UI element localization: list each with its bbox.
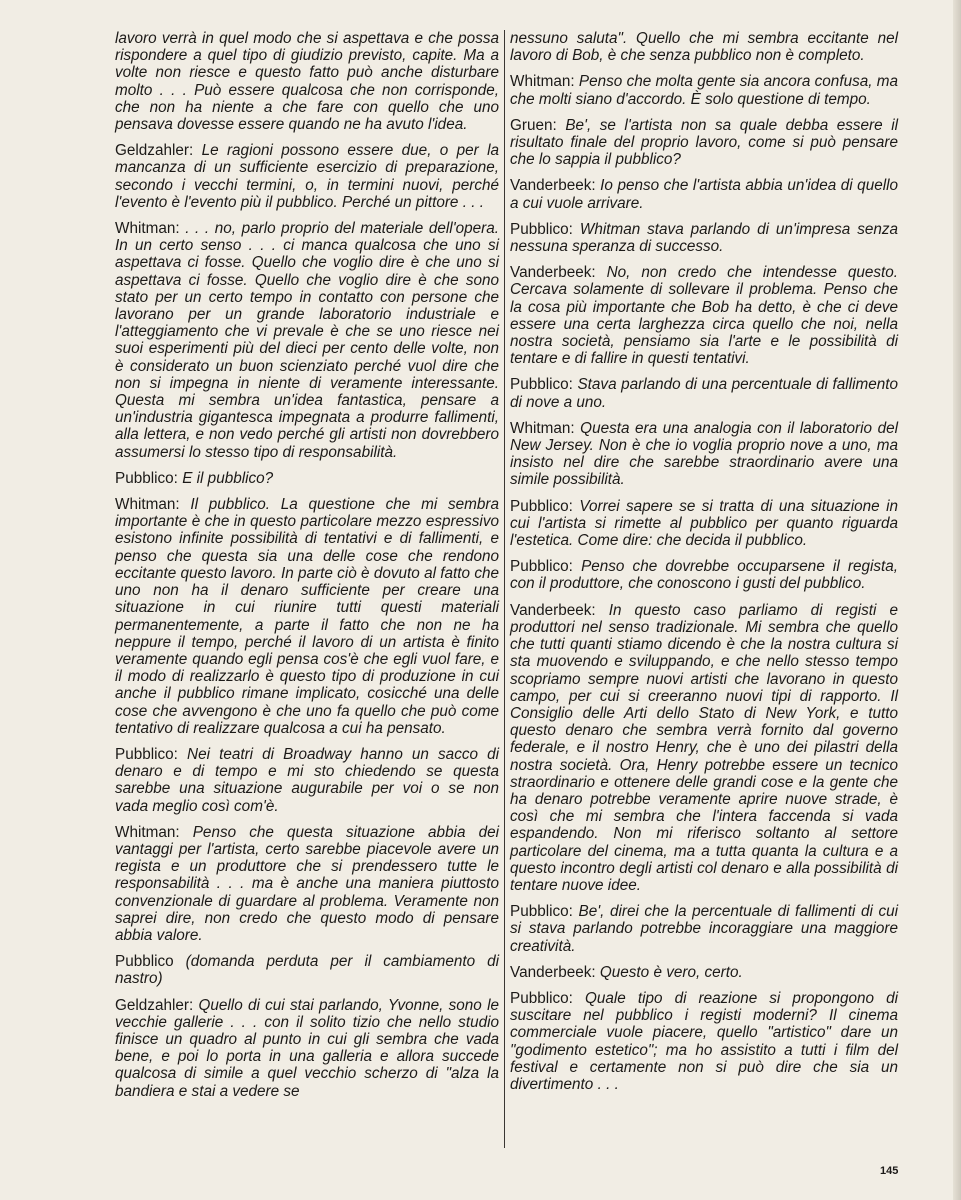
speaker-name: Pubblico: — [510, 989, 573, 1007]
speech-text: nessuno saluta". Quello che mi sembra eccitante nel lavoro di Bob, è che senza pubblico non è completo. — [510, 30, 898, 65]
speaker-name: Pubblico: — [510, 497, 573, 515]
speaker-name: Pubblico: — [510, 558, 573, 576]
page-edge — [953, 0, 961, 1200]
paragraph — [115, 746, 499, 815]
right-column — [510, 30, 898, 1102]
speech-text: Questo è vero, certo. — [599, 963, 743, 981]
speaker-name: Gruen: — [510, 116, 557, 134]
speech-text: Penso che dovrebbe occuparsene il regista, con il produttore, che conoscono i gusti del pubblico. — [510, 558, 899, 593]
speech-text: Be', se l'artista non sa quale debba essere il risultato finale del proprio lavoro, come si può pensare che lo sappia il pubblico? — [510, 116, 898, 169]
speaker-name: Whitman: — [115, 823, 180, 841]
paragraph — [510, 903, 898, 955]
paragraph — [510, 420, 898, 489]
speech-text: Penso che molta gente sia ancora confusa, ma che molti siano d'accordo. È solo questione di tempo. — [510, 73, 899, 108]
speech-text: Quale tipo di reazione si propongono di suscitare nel pubblico i registi moderni? Il cinema commerciale vuole piacere, quello "artistico" dare un "godimento estetico"; ma ho assistito a tutti i film del festival e certamente non si può dire che sia un divertimento . . . — [510, 989, 899, 1093]
speech-text: Io penso che l'artista abbia un'idea di quello a cui vuole arrivare. — [510, 177, 899, 212]
speech-text: E il pubblico? — [182, 469, 274, 487]
speech-text: In questo caso parliamo di registi e produttori nel senso tradizionale. Mi sembra che quello che tutti quanti stiamo dicendo è che la nostra cultura si sta muovendo e sviluppando, e che nello stesso tempo scopriamo sempre nuovi artisti che lavorano in questo campo, per cui si creeranno nuovi tipi di rapporto. Il Consiglio delle Arti dello Stato di New York, e tutto questo denaro che sembra verrà fornito dal governo federale, e il nostro Henry, che è uno dei pilastri della nostra società. Ora, Henry potrebbe essere un tecnico straordinario e ottenere delle grandi cose e la gente che ha denaro potrebbe veramente aprire nuove strade, è così che mi sembra che l'intera faccenda si vada espandendo. Non mi riferisco soltanto al settore particolare del cinema, ma a tutta quanta la cultura e a questo incontro degli artisti col denaro e alla possibilità di tentare nuove idee. — [510, 601, 898, 894]
paragraph — [510, 964, 898, 981]
speaker-name: Pubblico: — [115, 745, 178, 763]
paragraph — [115, 142, 499, 211]
speaker-name: Whitman: — [115, 220, 180, 238]
paragraph — [115, 997, 499, 1100]
speech-text: Quello di cui stai parlando, Yvonne, sono le vecchie gallerie . . . con il solito tizio che nello studio finisce un quadro al punto in cui gli sembra che vada bene, e poi lo porta in una galleria e allora succede qualcosa di simile a quel vecchio scherzo di "alza la bandiera e stai a vedere se — [115, 996, 499, 1100]
speaker-name: Geldzahler: — [115, 142, 194, 160]
paragraph — [115, 220, 499, 461]
speech-text: Be', direi che la percentuale di fallimenti di cui si stava parlando potrebbe incoraggiare una maggiore creatività. — [510, 903, 898, 955]
paragraph — [510, 264, 898, 367]
paragraph — [510, 177, 898, 211]
speech-text: Penso che questa situazione abbia dei vantaggi per l'artista, certo sarebbe piacevole avere un regista e un produttore che si prendessero tutte le responsabilità . . . ma è anche una maniera piuttosto convenzionale di guardare al problema. Veramente non saprei dire, non credo che questo modo di pensare abbia valore. — [115, 823, 500, 944]
paragraph — [510, 117, 898, 169]
paragraph — [115, 470, 499, 487]
speech-text: Nei teatri di Broadway hanno un sacco di denaro e di tempo e mi sto chiedendo se questa sarebbe una situazione augurabile per voi o se non vada meglio così com'è. — [115, 745, 499, 815]
speaker-name: Pubblico: — [510, 220, 573, 238]
speech-text: Vorrei sapere se si tratta di una situazione in cui l'artista si rimette al pubblico per quanto riguarda l'estetica. Come dire: che decida il pubblico. — [510, 497, 898, 550]
speaker-name: Whitman: — [115, 496, 180, 514]
paragraph — [510, 498, 898, 550]
paragraph — [510, 558, 898, 592]
speech-text: No, non credo che intendesse questo. Cercava solamente di sollevare il problema. Penso che la cosa più importante che Bob ha detto, è che ci deve essere una certa larghezza circa quello che noi, nella nostra società, pensiamo sia l'arte e le possibilità di tentare e di fallire in questi tentativi. — [510, 264, 898, 368]
speaker-name: Vanderbeek: — [510, 601, 596, 619]
speaker-name: Pubblico: — [510, 903, 573, 921]
speech-text: . . . no, parlo proprio del materiale dell'opera. In un certo senso . . . ci manca qualcosa che uno si aspettava ci fosse. Quello che voglio dire è che uno si aspettava ci fosse. Quello che voglio dire è che sono stato per un certo tempo in contatto con persone che lavorano per un grande laboratorio industriale e l'atteggiamento che vi prevale è che se uno riesce nei suoi esperimenti più del dieci per cento delle volte, non è considerato un buon scienziato perché vuol dire che non si impegna in niente di veramente interessante. Questa mi sembra un'idea fantastica, pensare a un'industria gigantesca impegnata a produrre fallimenti, alla lettera, e non vedo perché gli artisti non dovrebbero assumersi lo stesso tipo di responsabilità. — [115, 220, 500, 461]
paragraph — [115, 496, 499, 737]
paragraph — [510, 376, 898, 410]
paragraph — [510, 221, 898, 255]
speech-text: (domanda perduta per il cambiamento di nastro) — [115, 953, 499, 988]
speaker-name: Vanderbeek: — [510, 177, 596, 195]
speech-text: Whitman stava parlando di un'impresa senza nessuna speranza di successo. — [510, 220, 899, 256]
speaker-name: Whitman: — [510, 419, 575, 437]
paragraph — [510, 990, 898, 1093]
speech-text: Il pubblico. La questione che mi sembra importante è che in questo particolare mezzo espressivo esistono infinite possibilità di tentativi e di fallimenti, e penso che questa sia una delle cose che rendono eccitante questo lavoro. In parte ciò è dovuto al fatto che uno non ha il denaro sufficiente per creare una situazione in cui riunire tutti questi materiali permanentemente, a parte il fatto che non ne ha neppure il tempo, perché il lavoro di un artista è finito veramente quando egli pensa cos'è che egli vuol fare, e il modo di realizzarlo è questo tipo di produzione in cui anche il pubblico rimane implicato, cosicché una delle cose che avvengono è che uno fa quello che può come tentativo di realizzare qualcosa a cui ha pensato. — [115, 496, 499, 737]
paragraph — [115, 953, 499, 987]
column-divider — [504, 30, 505, 1148]
speaker-name: Pubblico: — [115, 469, 178, 487]
speaker-name: Vanderbeek: — [510, 963, 596, 981]
left-column — [115, 30, 499, 1109]
speech-text: Stava parlando di una percentuale di fallimento di nove a uno. — [510, 376, 898, 411]
speaker-name: Geldzahler: — [115, 996, 194, 1014]
paragraph — [510, 602, 898, 894]
paragraph — [115, 30, 499, 133]
paragraph — [115, 824, 499, 944]
speaker-name: Pubblico: — [510, 376, 573, 394]
speech-text: Le ragioni possono essere due, o per la mancanza di un sufficiente esercizio di preparazione, secondo i vecchi termini, o, in termini nuovi, perché l'evento è l'evento più il pubblico. Perché un pittore . . . — [115, 142, 500, 211]
paragraph — [510, 73, 898, 107]
speaker-name: Pubblico — [115, 953, 174, 971]
paragraph — [510, 30, 898, 64]
speech-text: Questa era una analogia con il laboratorio del New Jersey. Non è che io voglia proprio nove a uno, ma insisto nel dire che sarebbe straordinario avere una simile possibilità. — [510, 419, 898, 489]
page-number: 145 — [880, 1165, 899, 1177]
speech-text: lavoro verrà in quel modo che si aspettava e che possa rispondere a quel tipo di giudizio previsto, capite. Ma a volte non riesce e questo fatto può anche disturbare molto . . . Può essere qualcosa che non corrisponde, che non ha niente a che fare con quello che uno pensava dovesse essere quando ne ha avuto l'idea. — [115, 30, 499, 134]
speaker-name: Vanderbeek: — [510, 264, 596, 282]
speaker-name: Whitman: — [510, 73, 575, 91]
